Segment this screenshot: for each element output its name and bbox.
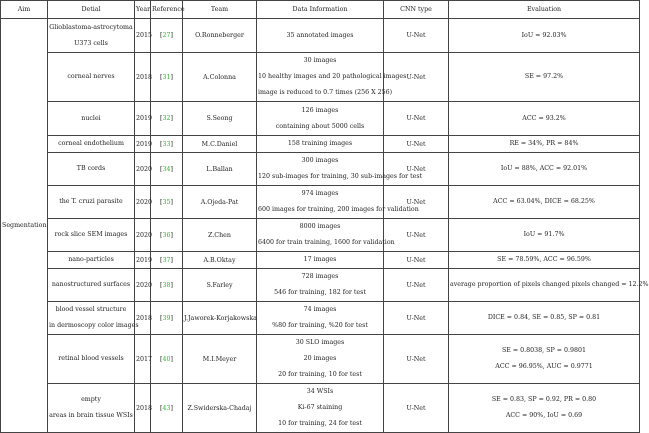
- reference-cell: [151, 252, 183, 269]
- header-row: [1, 1, 640, 19]
- team-cell: M.I.Meyer: [183, 335, 257, 384]
- data-info-cell: [257, 269, 384, 302]
- detail-cell: [48, 53, 135, 102]
- evaluation-line: IoU = 91.7%: [523, 231, 565, 238]
- header-aim: Aim: [1, 1, 48, 19]
- evaluation-cell: [449, 153, 640, 186]
- data-info-line: containing about 5000 cells: [275, 122, 365, 130]
- cnn-type-cell: U-Net: [384, 186, 449, 219]
- cnn-type-cell: U-Net: [384, 269, 449, 302]
- reference-link[interactable]: 34: [162, 165, 171, 173]
- header-data-information: Data Information: [257, 1, 384, 19]
- team-cell: A.Ojeda-Pat: [183, 186, 257, 219]
- evaluation-cell: [449, 186, 640, 219]
- detail-line: areas in brain tissue WSIs: [49, 412, 133, 419]
- evaluation-cell: [449, 219, 640, 252]
- year-cell: 2017: [135, 335, 151, 384]
- header-reference: Reference: [151, 1, 183, 19]
- year-cell: 2019: [135, 136, 151, 153]
- evaluation-line: average proportion of pixels changed pixels changed = 12.2%: [450, 281, 649, 288]
- detail-cell: [48, 153, 135, 186]
- data-info-line: 35 annotated images: [286, 31, 354, 39]
- evaluation-line: SE = 78.59%, ACC = 96.59%: [497, 256, 591, 263]
- cnn-type-cell: U-Net: [384, 102, 449, 136]
- reference-link[interactable]: 38: [162, 281, 171, 289]
- data-info-line: 974 images: [301, 190, 339, 197]
- evaluation-line: IoU = 92.03%: [521, 31, 567, 39]
- data-info-cell: [257, 19, 384, 53]
- detail-cell: [48, 335, 135, 384]
- header-evaluation: Evaluation: [449, 1, 640, 19]
- detail-line: TB cords: [76, 165, 106, 172]
- bracket-open: [: [160, 355, 163, 363]
- detail-cell: [48, 19, 135, 53]
- data-info-cell: [257, 136, 384, 153]
- header-year: Year: [135, 1, 151, 19]
- reference-link[interactable]: 39: [162, 314, 171, 322]
- reference-link[interactable]: 43: [162, 404, 171, 412]
- year-cell: 2019: [135, 252, 151, 269]
- detail-cell: [48, 219, 135, 252]
- header-cnn-type: CNN type: [384, 1, 449, 19]
- table-row: [1, 335, 640, 384]
- cnn-type-cell: U-Net: [384, 384, 449, 433]
- data-info-line: 546 for training, 182 for test: [274, 289, 366, 296]
- cnn-type-cell: U-Net: [384, 153, 449, 186]
- evaluation-line: SE = 97.2%: [524, 73, 564, 80]
- table-row: [1, 136, 640, 153]
- reference-link[interactable]: 35: [162, 198, 171, 206]
- evaluation-line: ACC = 93.2%: [522, 114, 566, 122]
- detail-line: the T. cruzi parasite: [59, 198, 123, 205]
- detail-cell: [48, 252, 135, 269]
- table-body: [1, 19, 649, 433]
- reference-link[interactable]: 33: [162, 140, 171, 148]
- detail-cell: [48, 186, 135, 219]
- reference-cell: [151, 19, 183, 53]
- cnn-type-cell: U-Net: [384, 136, 449, 153]
- detail-line: Glioblastoma-astrocytoma: [49, 23, 133, 31]
- bracket-close: ]: [170, 198, 173, 206]
- reference-cell: [151, 186, 183, 219]
- data-info-cell: [257, 252, 384, 269]
- detail-cell: [48, 302, 139, 335]
- bracket-close: ]: [170, 355, 173, 363]
- detail-line: nano-particles: [68, 256, 114, 263]
- bracket-open: [: [160, 140, 163, 148]
- data-info-line: 20 for training, 10 for test: [278, 371, 362, 378]
- data-info-line: 10 healthy images and 20 pathological images: [258, 73, 407, 80]
- detail-line: in dermoscopy color images: [49, 322, 139, 329]
- bracket-close: ]: [170, 256, 173, 264]
- team-cell: Z.Swiderska-Chadaj: [183, 384, 257, 433]
- bracket-open: [: [160, 281, 163, 289]
- data-info-line: 728 images: [301, 273, 339, 280]
- detail-line: nuclei: [81, 114, 101, 122]
- evaluation-cell: [449, 335, 640, 384]
- data-info-line: 30 SLO images: [295, 339, 345, 346]
- bracket-open: [: [160, 115, 163, 122]
- data-info-line: 120 sub-images for training, 30 sub-images for test: [258, 173, 423, 180]
- reference-cell: [151, 335, 183, 384]
- bracket-open: [: [160, 73, 163, 81]
- detail-line: nanostructured surfaces: [51, 281, 131, 288]
- bracket-open: [: [160, 165, 163, 173]
- bracket-close: ]: [170, 115, 173, 122]
- evaluation-cell: [449, 269, 649, 302]
- year-cell: 2018: [135, 53, 151, 102]
- evaluation-line: DICE = 0.84, SE = 0.85, SP = 0.81: [487, 314, 601, 321]
- data-info-line: 300 images: [301, 157, 339, 164]
- data-info-line: 600 images for training, 200 images for validation: [258, 206, 419, 213]
- bracket-open: [: [160, 404, 163, 412]
- data-info-cell: [257, 53, 407, 102]
- team-cell: J.Jaworek-Korjakowska: [183, 302, 257, 335]
- evaluation-line: ACC = 90%, IoU = 0.69: [505, 412, 583, 419]
- cnn-type-cell: U-Net: [384, 302, 449, 335]
- data-info-line: image is reduced to 0.7 times (256 X 256): [258, 89, 393, 96]
- evaluation-line: ACC = 63.04%, DICE = 68.25%: [493, 198, 595, 205]
- data-info-line: 74 images: [303, 306, 337, 313]
- detail-cell: [48, 136, 135, 153]
- bracket-close: ]: [170, 314, 173, 322]
- bracket-close: ]: [170, 140, 173, 148]
- year-cell: 2018: [135, 302, 151, 335]
- evaluation-line: RE = 34%, PR = 84%: [509, 140, 579, 147]
- table-row: [1, 269, 640, 302]
- detail-line: blood vessel structure: [55, 306, 127, 313]
- team-cell: M.C.Daniel: [183, 136, 257, 153]
- table-row: [1, 384, 640, 433]
- year-cell: 2020: [135, 269, 151, 302]
- detail-cell: [48, 102, 135, 136]
- team-cell: A.B.Oktay: [183, 252, 257, 269]
- reference-link[interactable]: 32: [162, 115, 171, 122]
- bracket-open: [: [160, 32, 163, 39]
- evaluation-cell: [449, 302, 640, 335]
- detail-line: corneal nerves: [67, 73, 115, 80]
- team-cell: L.Ballan: [183, 153, 257, 186]
- cnn-type-cell: U-Net: [384, 19, 449, 53]
- bracket-close: ]: [170, 281, 173, 289]
- cnn-type-cell: U-Net: [384, 219, 449, 252]
- team-cell: Z.Chen: [183, 219, 257, 252]
- year-cell: 2018: [135, 384, 151, 433]
- header-detail: Detial: [48, 1, 135, 19]
- cnn-type-cell: U-Net: [384, 335, 449, 384]
- team-cell: A.Colonna: [183, 53, 257, 102]
- data-info-line: 8000 images: [299, 223, 341, 230]
- reference-link[interactable]: 40: [162, 355, 171, 363]
- reference-link[interactable]: 27: [162, 32, 171, 39]
- evaluation-line: SE = 0.83, SP = 0.92, PR = 0.80: [491, 396, 597, 403]
- data-info-cell: [257, 219, 395, 252]
- data-info-line: 17 images: [303, 256, 337, 263]
- bracket-close: ]: [170, 32, 173, 39]
- bracket-open: [: [160, 198, 163, 206]
- bracket-close: ]: [170, 231, 173, 239]
- detail-line: retinal blood vessels: [58, 355, 124, 362]
- table-row: [1, 219, 640, 252]
- table-row: [1, 186, 640, 219]
- bracket-close: ]: [170, 404, 173, 412]
- detail-cell: [48, 269, 135, 302]
- reference-cell: [151, 384, 183, 433]
- data-info-line: 126 images: [301, 106, 339, 114]
- table-row: [1, 153, 640, 186]
- reference-cell: [151, 269, 183, 302]
- evaluation-cell: [449, 53, 640, 102]
- year-cell: 2019: [135, 102, 151, 136]
- table-row: [1, 102, 640, 136]
- data-info-line: 6400 for train training, 1600 for validation: [258, 239, 395, 246]
- team-cell: O.Ronneberger: [183, 19, 257, 53]
- reference-cell: [151, 219, 183, 252]
- evaluation-cell: [449, 252, 640, 269]
- data-info-line: %80 for training, %20 for test: [272, 322, 368, 329]
- reference-cell: [151, 153, 183, 186]
- detail-line: U373 cells: [74, 39, 108, 47]
- reference-cell: [151, 302, 183, 335]
- detail-line: rock slice SEM images: [54, 231, 128, 238]
- detail-cell: [48, 384, 135, 433]
- evaluation-line: SE = 0.8038, SP = 0.9801: [501, 347, 587, 354]
- bracket-close: ]: [170, 73, 173, 81]
- data-info-line: 34 WSIs: [306, 388, 334, 395]
- table-row: [1, 252, 640, 269]
- reference-link[interactable]: 36: [162, 231, 171, 239]
- team-cell: S.Seong: [183, 102, 257, 136]
- table-row: [1, 53, 640, 102]
- data-info-line: 20 images: [303, 355, 337, 362]
- year-cell: 2015: [135, 19, 151, 53]
- bracket-close: ]: [170, 165, 173, 173]
- bracket-open: [: [160, 256, 163, 264]
- year-cell: 2020: [135, 153, 151, 186]
- evaluation-cell: [449, 19, 640, 53]
- evaluation-line: IoU = 88%, ACC = 92.01%: [500, 165, 588, 172]
- data-info-cell: [257, 335, 384, 384]
- data-info-line: 10 for training, 24 for test: [278, 420, 362, 427]
- data-info-line: 158 training images: [287, 140, 353, 147]
- data-info-cell: [257, 302, 384, 335]
- detail-line: corneal endothelium: [58, 140, 124, 147]
- data-info-cell: [257, 384, 384, 433]
- evaluation-cell: [449, 384, 640, 433]
- cnn-type-cell: U-Net: [384, 53, 449, 102]
- bracket-open: [: [160, 314, 163, 322]
- bracket-open: [: [160, 231, 163, 239]
- data-info-cell: [257, 102, 384, 136]
- aim-cell: Segmentation: [1, 19, 48, 433]
- cnn-type-cell: U-Net: [384, 252, 449, 269]
- reference-cell: [151, 53, 183, 102]
- detail-line: empty: [81, 396, 101, 403]
- data-info-line: Ki-67 staining: [297, 404, 343, 411]
- reference-cell: [151, 102, 183, 136]
- year-cell: 2020: [135, 186, 151, 219]
- reference-link[interactable]: 37: [162, 256, 171, 264]
- data-info-line: 30 images: [303, 57, 337, 64]
- header-team: Team: [183, 1, 257, 19]
- reference-link[interactable]: 31: [162, 73, 171, 81]
- evaluation-line: ACC = 96.95%, AUC = 0.9771: [495, 363, 593, 370]
- team-cell: S.Farley: [183, 269, 257, 302]
- year-cell: 2020: [135, 219, 151, 252]
- evaluation-cell: [449, 136, 640, 153]
- table-row: [1, 302, 640, 335]
- evaluation-cell: [449, 102, 640, 136]
- table-row: [1, 19, 640, 53]
- reference-cell: [151, 136, 183, 153]
